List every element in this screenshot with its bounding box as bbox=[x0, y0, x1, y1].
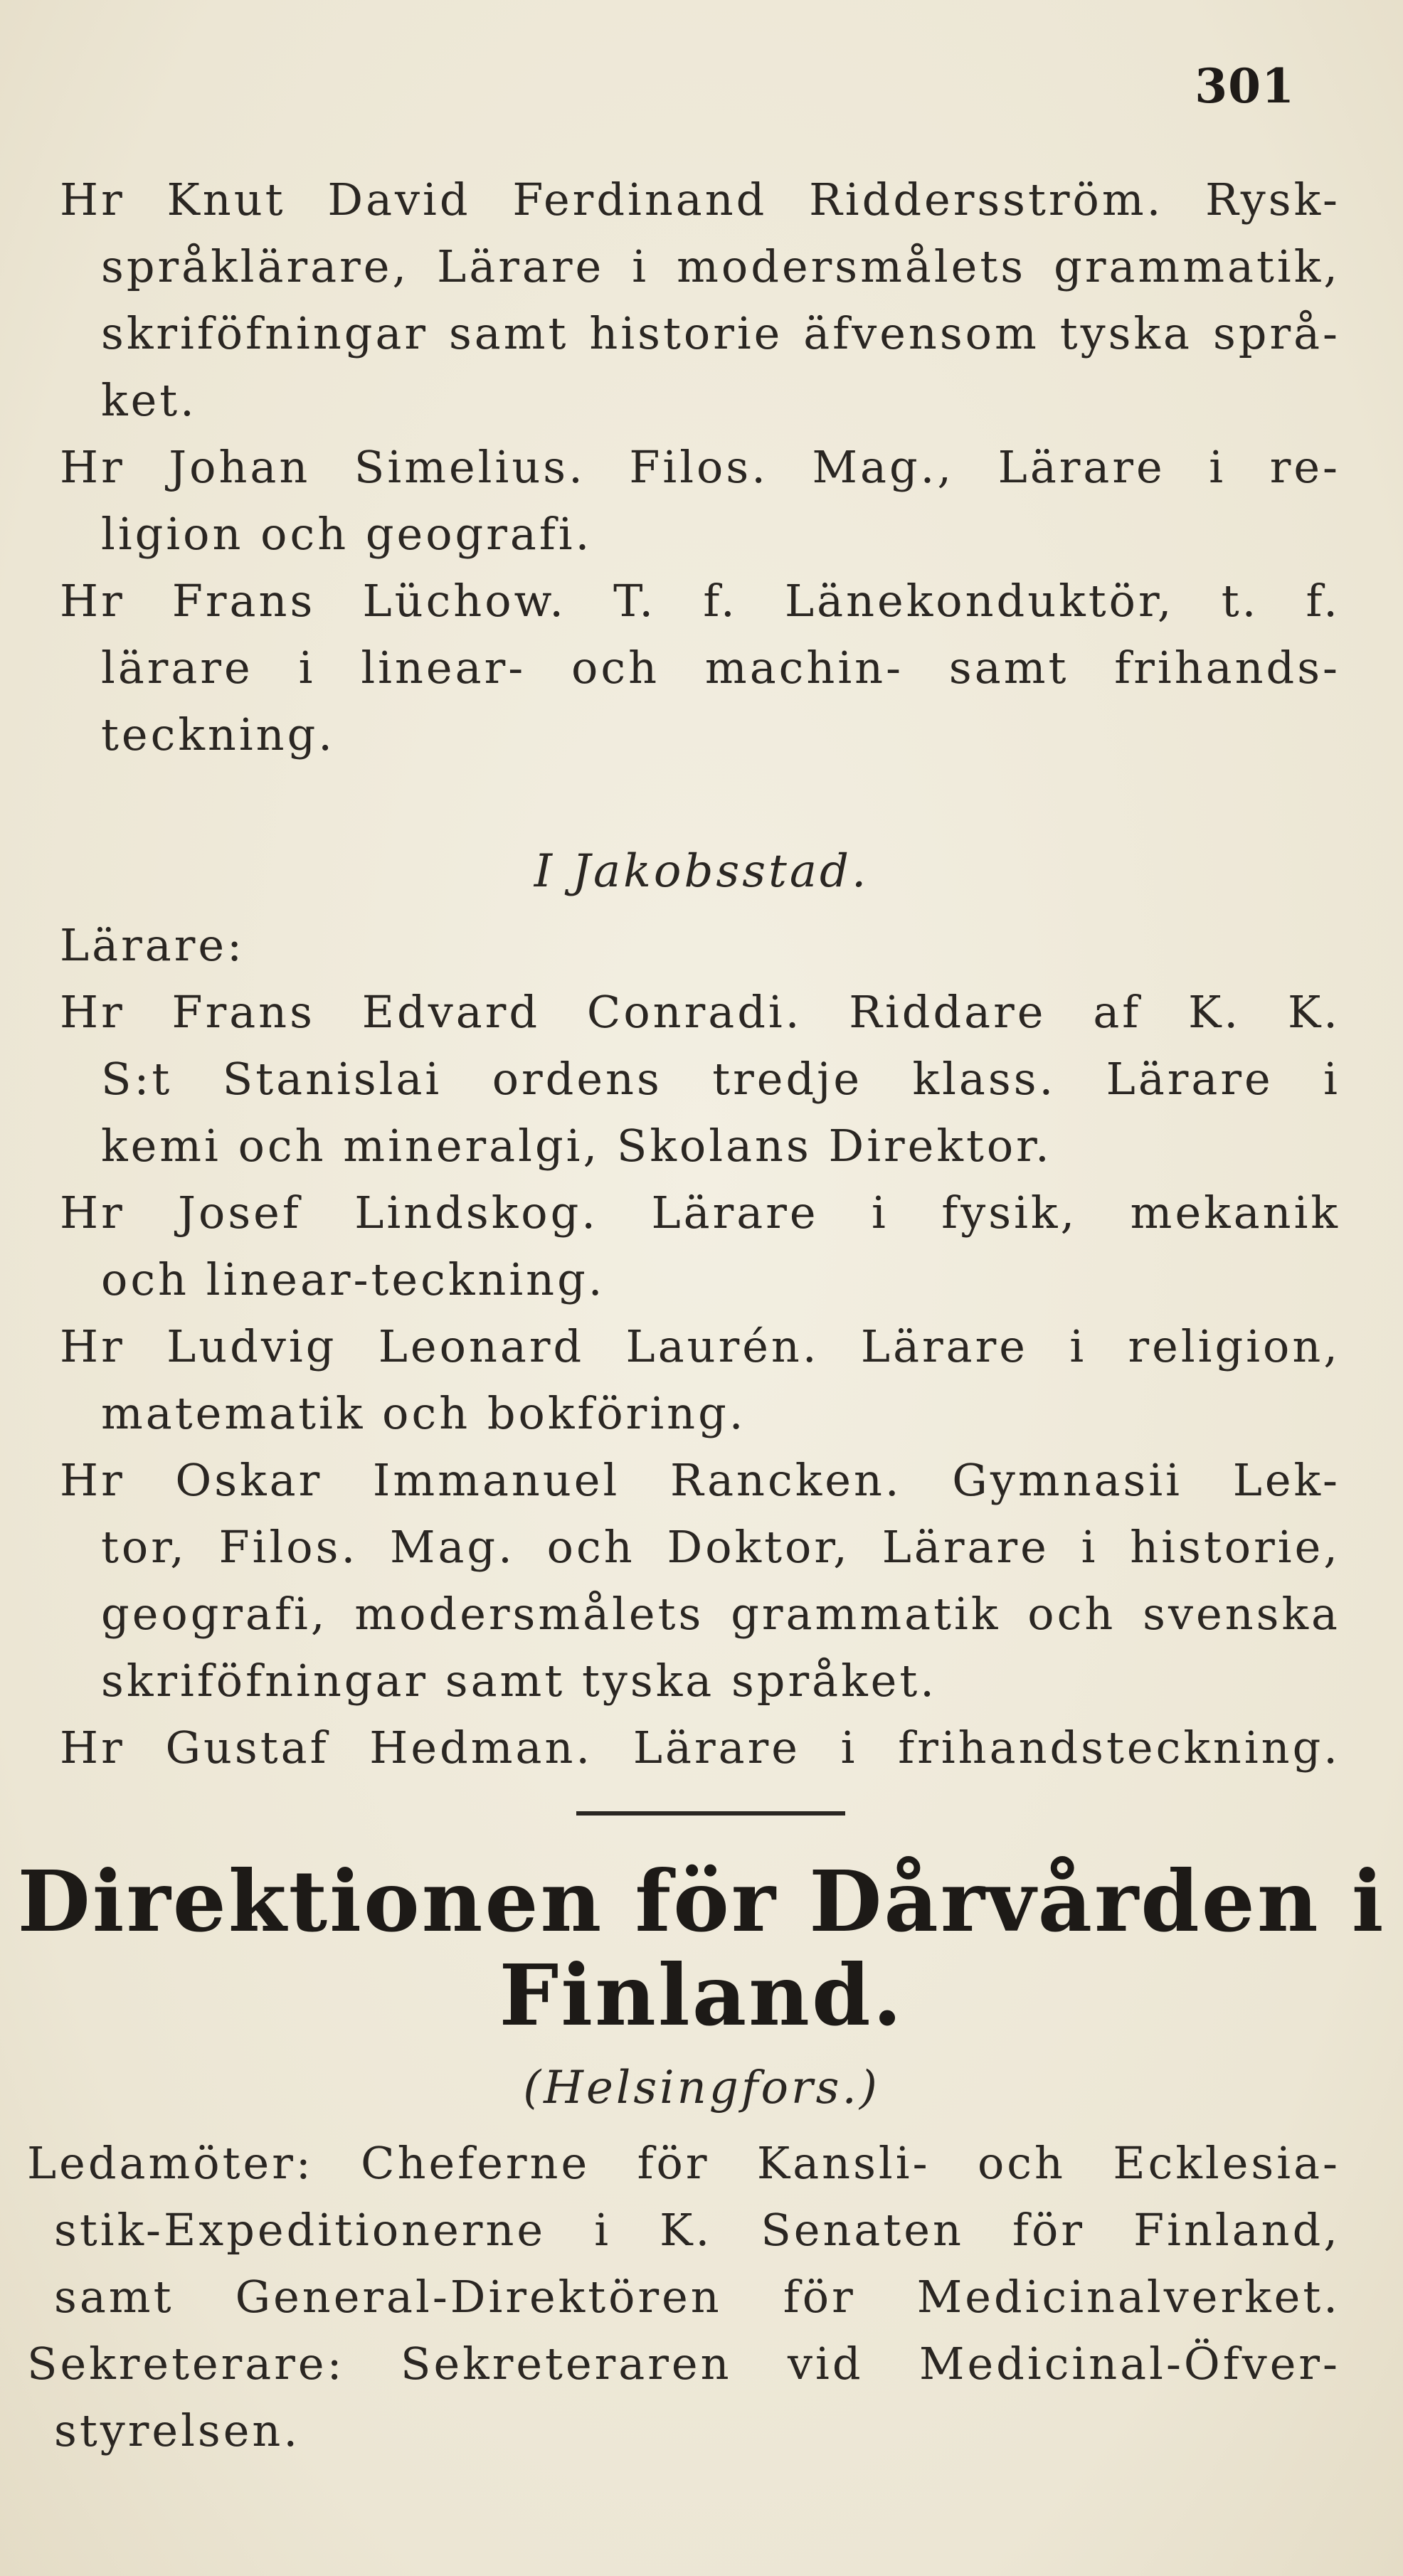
entry-conradi-line-3: kemi och mineralgi, Skolans Direktor. bbox=[101, 1120, 1052, 1172]
members-line-2: stik-Expeditionerne i K. Senaten för Finland, bbox=[54, 2204, 1340, 2256]
entry-simelius-line-2: ligion och geografi. bbox=[101, 508, 593, 560]
entry-lauren-line-1: Hr Ludvig Leonard Laurén. Lärare i religion, bbox=[60, 1320, 1340, 1372]
members-line-1: Ledamöter: Cheferne för Kansli- och Ecklesia- bbox=[27, 2137, 1340, 2189]
entry-rancken-line-4: skriföfningar samt tyska språket. bbox=[101, 1655, 937, 1707]
entry-simelius-line-1: Hr Johan Simelius. Filos. Mag., Lärare i re- bbox=[60, 441, 1340, 493]
secretary-line-2: styrelsen. bbox=[54, 2405, 301, 2456]
entry-riddersstrom-line-4: ket. bbox=[101, 374, 197, 426]
entry-rancken-line-2: tor, Filos. Mag. och Doktor, Lärare i historie, bbox=[101, 1521, 1340, 1573]
entry-lindskog-line-2: och linear-teckning. bbox=[101, 1253, 605, 1305]
entry-riddersstrom-line-2: språklärare, Lärare i modersmålets grammatik, bbox=[101, 240, 1340, 292]
entry-riddersstrom-line-1: Hr Knut David Ferdinand Riddersström. Rysk- bbox=[60, 174, 1340, 226]
entry-lindskog-line-1: Hr Josef Lindskog. Lärare i fysik, mekanik bbox=[60, 1187, 1340, 1239]
entry-hedman-line-1: Hr Gustaf Hedman. Lärare i frihandsteckning. bbox=[60, 1722, 1340, 1774]
section-title-line-2: Finland. bbox=[499, 1946, 904, 2045]
entry-luchow-line-1: Hr Frans Lüchow. T. f. Länekonduktör, t. f. bbox=[60, 575, 1340, 627]
entry-lauren-line-2: matematik och bokföring. bbox=[101, 1387, 746, 1439]
entry-conradi-line-1: Hr Frans Edvard Conradi. Riddare af K. K. bbox=[60, 986, 1340, 1038]
secretary-line-1: Sekreterare: Sekreteraren vid Medicinal-Öfver- bbox=[27, 2338, 1340, 2390]
entry-rancken-line-1: Hr Oskar Immanuel Rancken. Gymnasii Lek- bbox=[60, 1454, 1340, 1506]
members-line-3: samt General-Direktören för Medicinalverket. bbox=[54, 2271, 1340, 2323]
entry-riddersstrom-line-3: skriföfningar samt historie äfvensom tyska språ- bbox=[101, 307, 1340, 359]
entry-conradi-line-2: S:t Stanislai ordens tredje klass. Lärare i bbox=[101, 1053, 1340, 1105]
entry-rancken-line-3: geografi, modersmålets grammatik och svenska bbox=[101, 1588, 1340, 1640]
section-subtitle-helsingfors: (Helsingfors.) bbox=[523, 2062, 880, 2114]
section-heading-jakobsstad: I Jakobsstad. bbox=[534, 845, 869, 898]
teachers-label: Lärare: bbox=[60, 919, 245, 971]
entry-luchow-line-2: lärare i linear- och machin- samt frihands- bbox=[101, 642, 1340, 694]
section-divider bbox=[576, 1811, 845, 1816]
entry-luchow-line-3: teckning. bbox=[101, 709, 335, 760]
page-number: 301 bbox=[1195, 58, 1295, 114]
section-title-line-1: Direktionen för Dårvården i bbox=[17, 1852, 1386, 1951]
